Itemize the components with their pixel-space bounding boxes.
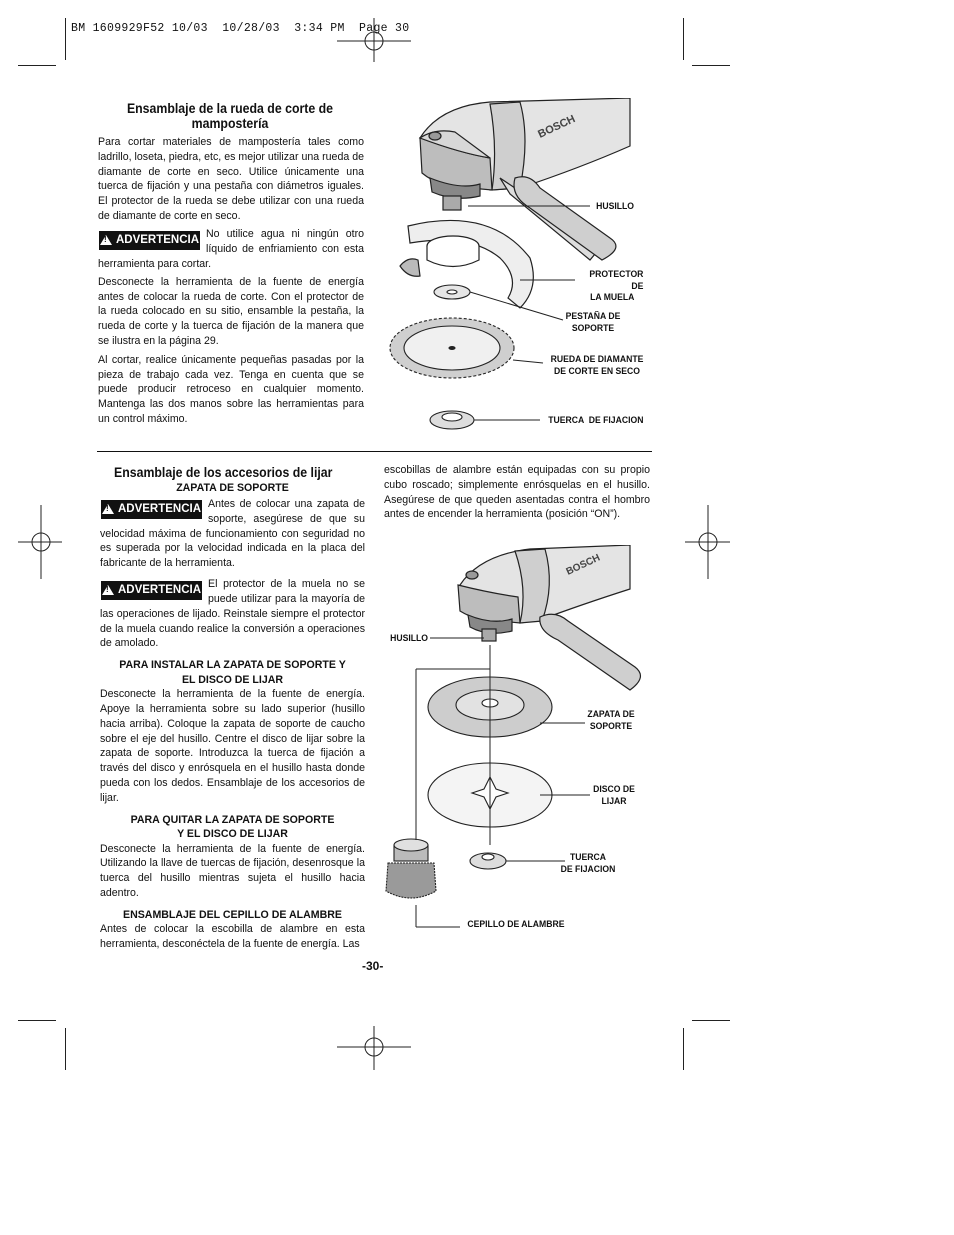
- brush-text-continued: escobillas de alambre están equipadas con su propio cubo roscado; simplemente enrósquelas en el husillo. Asegúrese de que queden asentadas contra el hombro antes de encender la herramienta (posición “ON”).: [384, 464, 650, 521]
- warn2-text: las operaciones de lijado. Reinstale siempre el protector de la muela cuando realice la conversión a operaciones de amolado.: [100, 607, 365, 650]
- figure-masonry-wheel-assembly: [380, 98, 660, 438]
- section1-title: Ensamblaje de la rueda de corte de mampostería: [126, 100, 334, 131]
- flange-illustration: [434, 285, 470, 299]
- warning-text-line2: líquido de enfriamiento con esta: [206, 242, 364, 255]
- label-tuerca: TUERCA DE FIJACION: [548, 415, 644, 426]
- section1-para2: Desconecte la herramienta de la fuente de energía antes de colocar la rueda de corte. Con el protector de la rueda colocado en su sitio, ensamble la pestaña, la rueda de corte y la tuerca de fijación de la manera que se ilustra en la página 29.: [98, 275, 364, 347]
- warning-text-line3: herramienta para cortar.: [98, 257, 212, 270]
- label-protector: PROTECTOR DE LA MUELA: [589, 269, 644, 303]
- warn1-text: velocidad máxima de funcionamiento con seguridad no es superada por la velocidad indicada en la placa del fabricante de la herramienta.: [100, 527, 365, 570]
- sub-remove: PARA QUITAR LA ZAPATA DE SOPORTE Y EL DISCO DE LIJAR: [130, 813, 335, 841]
- brand-logo: BOSCH: [564, 552, 603, 578]
- section2-title: Ensamblaje de los accesorios de lijar: [114, 464, 333, 480]
- warning-badge: ! ADVERTENCIA: [101, 500, 202, 519]
- page-number: -30-: [362, 959, 384, 973]
- figure-sanding-accessories: [380, 545, 660, 935]
- warning-icon: [102, 585, 114, 595]
- warning-icon: [102, 504, 114, 514]
- label-rueda: RUEDA DE DIAMANTE DE CORTE EN SECO: [550, 354, 644, 377]
- section1-para1: Para cortar materiales de mampostería tales como ladrillo, loseta, piedra, etc, es mejor utilizar una rueda de diamante de corte en seco. Utilice únicamente una tuerca de fijación y una pestaña con diámetros iguales. El protector de la rueda se debe utilizar con una rueda de diamante de corte en seco.: [98, 136, 364, 222]
- sub-install: PARA INSTALAR LA ZAPATA DE SOPORTE Y EL DISCO DE LIJAR: [119, 659, 346, 686]
- section-divider: [97, 451, 652, 452]
- install-text: Desconecte la herramienta de la fuente de energía. Apoye la herramienta sobre su lado superior (husillo hacia arriba). Coloque la zapata de soporte de caucho sobre el eje del husillo. Centre el disco de lijar sobre la zapata de soporte. Introduzca la tuerca de fijación a través del disco y enrósquela en el husillo hasta donde pueda con los dedos. Ensamblaje de los accesorios de lijar.: [100, 688, 365, 804]
- label-tuerca-2: TUERCA DE FIJACION: [560, 852, 616, 875]
- warning-text-line1: No utilice agua ni ningún otro: [206, 227, 364, 240]
- label-disco: DISCO DE LIJAR: [593, 784, 635, 807]
- lock-nut-illustration: [470, 853, 506, 869]
- sub-brush: ENSAMBLAJE DEL CEPILLO DE ALAMBRE: [123, 908, 342, 921]
- section1-text: [98, 101, 364, 427]
- section1-para3: Al cortar, realice únicamente pequeñas pasadas por la pieza de trabajo cada vez. Tenga en cuenta que se puede producir retroceso en cualquier momento. Mantenga las dos manos sobre las herramientas para un control máximo.: [98, 353, 364, 425]
- lock-nut-illustration: [430, 411, 474, 429]
- brand-logo: BOSCH: [536, 113, 578, 141]
- label-cepillo: CEPILLO DE ALAMBRE: [467, 919, 565, 930]
- label-husillo-2: HUSILLO: [390, 633, 429, 644]
- diamond-wheel-illustration: [390, 318, 514, 378]
- label-pestana: PESTAÑA DE SOPORTE: [565, 311, 621, 334]
- sub-zapata: ZAPATA DE SOPORTE: [176, 482, 289, 494]
- label-zapata: ZAPATA DE SOPORTE: [587, 709, 635, 732]
- grinder-illustration: [458, 545, 640, 690]
- label-husillo: HUSILLO: [596, 201, 635, 212]
- brush-text: Antes de colocar la escobilla de alambre en esta herramienta, desconéctela de la fuente de energía. Las: [100, 923, 365, 951]
- wire-brush-illustration: [386, 839, 436, 898]
- remove-text: Desconecte la herramienta de la fuente de energía. Utilizando la llave de tuercas de fijación, desenrosque la tuerca del husillo mientras sujeta el husillo hacia adentro.: [100, 842, 365, 900]
- warning-icon: [100, 235, 112, 245]
- warning-badge: ! ADVERTENCIA: [101, 581, 202, 600]
- section2-left: Ensamblaje de los accesorios de lijar ZAPATA DE SOPORTE ! ADVERTENCIA Antes de colocar una zapata de soporte, asegúrese de que su velocidad máxima de funcionamiento con seguridad no es superada por la velocidad indicada en la placa del fabricante de la herramienta. ! ADVERTENCIA El protector de la muela no se puede utilizar para la mayoría de las operaciones de lijado. Reinstale siempre el protector de la muela cuando realice la conversión a operaciones de amolado. PARA INSTALAR LA ZAPATA DE SOPORTE Y EL DISCO DE LIJAR Desconecte la herramienta de la fuente de energía. Apoye la herramienta sobre su lado superior (husillo hacia arriba). Coloque la zapata de soporte de caucho sobre el eje del husillo. Centre el disco de lijar sobre la zapata de soporte. Introduzca la tuerca de fijación a través del disco y enrósquela en el husillo hasta donde pueda con los dedos. Ensamblaje de los accesorios de lijar. PARA QUITAR LA ZAPATA DE SOPORTE Y EL DISCO DE LIJAR Desconecte la herramienta de la fuente de energía. Utilizando la llave de tuercas de fijación, desenrosque la tuerca del husillo mientras sujeta el husillo hacia adentro. ENSAMBLAJE DEL CEPILLO DE ALAMBRE Antes de colocar la escobilla de alambre en esta herramienta, desconéctela de la fuente de energía. Las: [100, 465, 365, 952]
- warning-badge: ! ADVERTENCIA: [99, 231, 200, 250]
- print-slug: BM 1609929F52 10/03 10/28/03 3:34 PM Page 30: [71, 22, 410, 35]
